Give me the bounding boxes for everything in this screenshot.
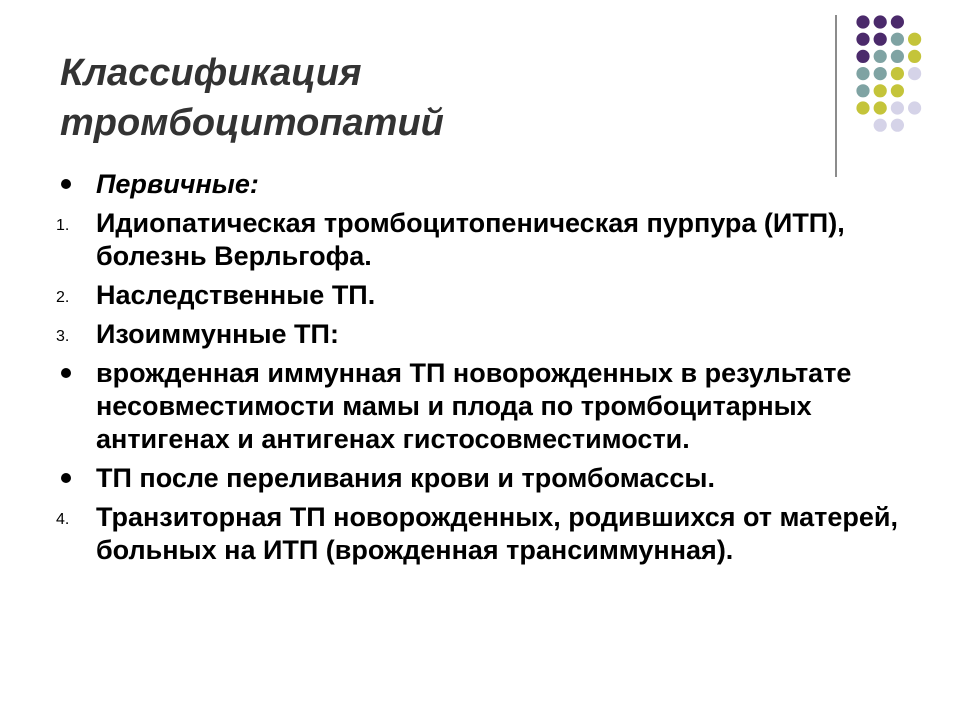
decorative-dot xyxy=(891,84,904,97)
list-number: 3. xyxy=(56,328,70,345)
decorative-dot xyxy=(874,50,887,63)
decorative-dot xyxy=(891,33,904,46)
decorative-dot xyxy=(891,67,904,80)
decorative-dot xyxy=(874,67,887,80)
list-item-transient xyxy=(56,501,916,567)
decorative-dot xyxy=(908,33,921,46)
decorative-dot xyxy=(856,101,869,114)
list-number: 1. xyxy=(56,217,70,234)
list-item-text: врожденная иммунная ТП новорожденных в результате несовместимости мамы и плода по тромбоцитарных антигенах и антигенах гистосовместимости. xyxy=(96,358,852,454)
list-item-text: ТП после переливания крови и тромбомассы. xyxy=(96,463,715,493)
slide-title-line-2: тромбоцитопатий xyxy=(60,102,444,144)
decorative-dot xyxy=(891,119,904,132)
decorative-dot xyxy=(891,101,904,114)
list-item-text: Транзиторная ТП новорожденных, родившихся от матерей, больных на ИТП (врожденная трансиммунная). xyxy=(96,502,898,565)
decorative-dot xyxy=(874,101,887,114)
decorative-dot xyxy=(891,50,904,63)
decorative-dot xyxy=(874,84,887,97)
decorative-dot xyxy=(856,33,869,46)
decorative-dot xyxy=(874,15,887,28)
decorative-dot xyxy=(856,15,869,28)
list-item-text: Первичные: xyxy=(96,169,259,199)
decorative-dot xyxy=(856,67,869,80)
list-item-post-transfusion xyxy=(56,462,916,495)
slide-title-line-1: Классификация xyxy=(60,52,362,94)
decorative-dot xyxy=(908,67,921,80)
list-item-text: Идиопатическая тромбоцитопеническая пурпура (ИТП), болезнь Верльгофа. xyxy=(96,208,845,271)
list-number: 2. xyxy=(56,289,70,306)
decorative-dot xyxy=(856,50,869,63)
list-item-isoimmune xyxy=(56,318,916,351)
list-item-primary xyxy=(56,168,916,201)
decorative-dot xyxy=(874,33,887,46)
list-item-text: Изоиммунные ТП: xyxy=(96,319,339,349)
decorative-dot xyxy=(874,119,887,132)
list-item-neonatal-immune xyxy=(56,357,916,456)
decorative-dot xyxy=(891,15,904,28)
list-item-hereditary xyxy=(56,279,916,312)
list-item-itp xyxy=(56,207,916,273)
decorative-dot xyxy=(908,101,921,114)
list-item-text: Наследственные ТП. xyxy=(96,280,376,310)
list-number: 4. xyxy=(56,511,70,528)
decorative-dot xyxy=(908,50,921,63)
content-list xyxy=(56,168,916,573)
decorative-dot xyxy=(856,84,869,97)
